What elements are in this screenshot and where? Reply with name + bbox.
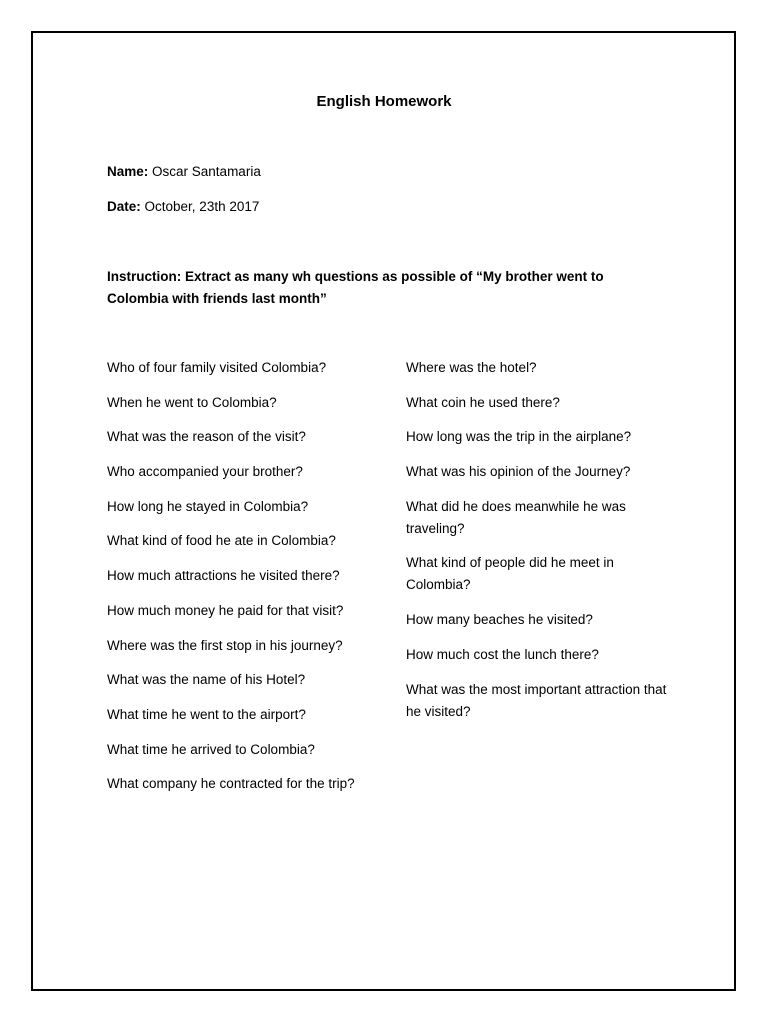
date-label: Date: [107, 199, 141, 214]
question-item: What company he contracted for the trip? [107, 776, 355, 792]
question-item: How long he stayed in Colombia? [107, 498, 309, 514]
question-item: Who accompanied your brother? [107, 464, 303, 480]
question-item: What time he went to the airport? [107, 706, 306, 722]
date-field [107, 198, 259, 216]
question-item: How long was the trip in the airplane? [406, 429, 632, 445]
question-item: When he went to Colombia? [107, 394, 277, 410]
date-value: October, 23th 2017 [144, 199, 260, 214]
question-item: What kind of people did he meet in Colombia? [406, 555, 614, 593]
question-item: Where was the hotel? [406, 360, 537, 375]
name-label: Name: [107, 164, 149, 179]
name-value: Oscar Santamaria [152, 164, 261, 179]
name-field [107, 163, 261, 181]
question-item: What was the reason of the visit? [107, 429, 306, 445]
question-item: What coin he used there? [406, 394, 560, 410]
question-item: How many beaches he visited? [406, 612, 593, 628]
question-item: What was the name of his Hotel? [107, 672, 306, 688]
question-item: What did he does meanwhile he was traveling? [406, 498, 626, 536]
question-item: Who of four family visited Colombia? [107, 360, 327, 375]
document-title: English Homework [316, 93, 452, 110]
question-item: What kind of food he ate in Colombia? [107, 533, 336, 549]
questions-right-column [406, 357, 670, 735]
question-item: How much money he paid for that visit? [107, 602, 344, 618]
question-item: What was the most important attraction that he visited? [406, 681, 667, 719]
question-item: What was his opinion of the Journey? [406, 464, 631, 480]
question-item: What time he arrived to Colombia? [107, 741, 315, 757]
questions-left-column [107, 357, 369, 808]
question-item: How much cost the lunch there? [406, 646, 599, 662]
instruction-text: Instruction: Extract as many wh questions as possible of “My brother went to Colombia with friends last month” [107, 269, 604, 306]
question-item: How much attractions he visited there? [107, 568, 340, 584]
question-item: Where was the first stop in his journey? [107, 637, 343, 653]
